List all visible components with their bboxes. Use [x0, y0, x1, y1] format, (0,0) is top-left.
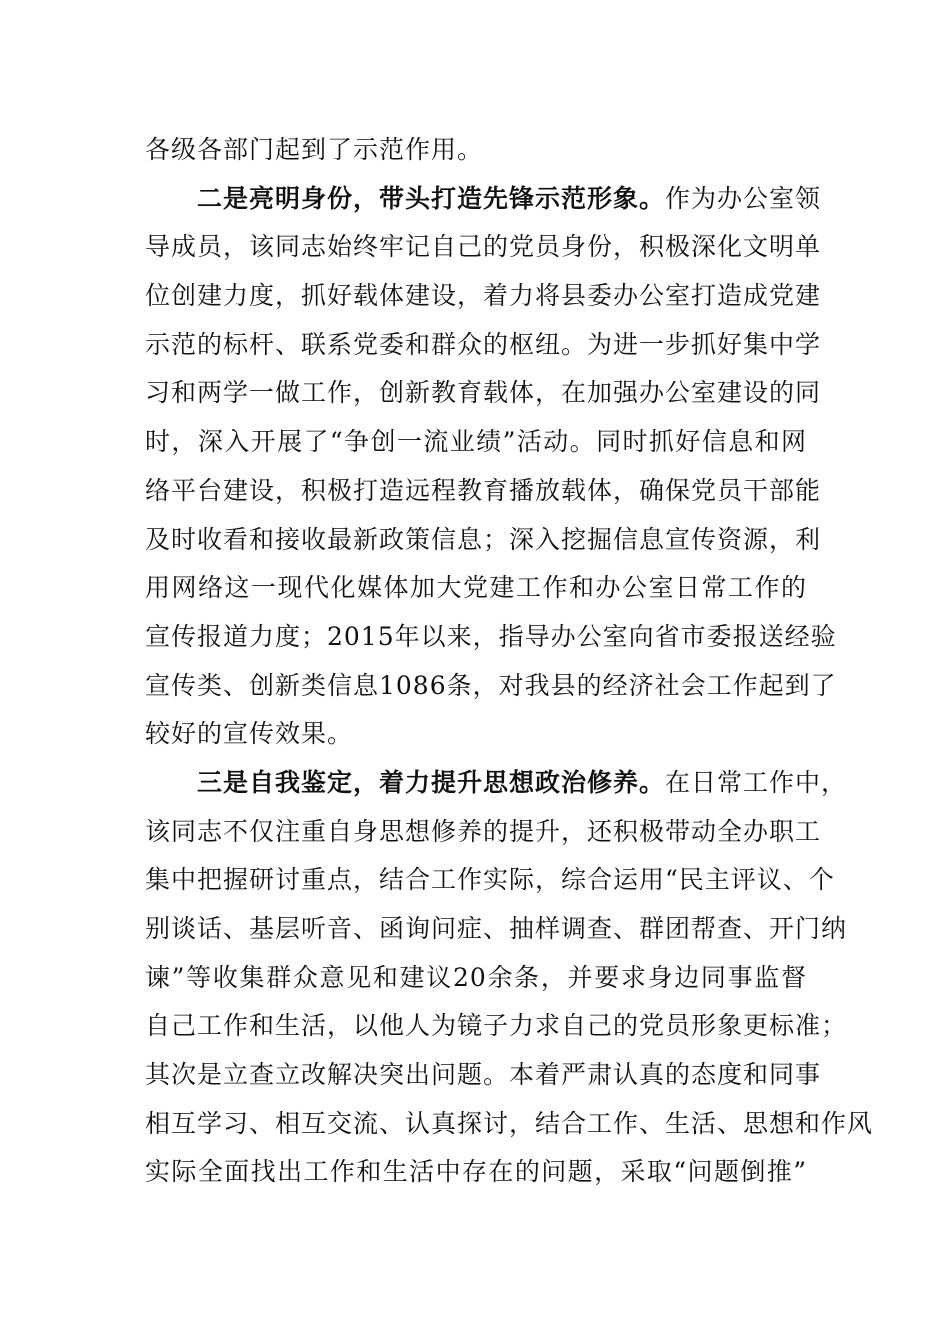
paragraph-3-line: [145, 1051, 822, 1100]
paragraph-2-line: [145, 418, 807, 467]
line-text: 宣传类、创新类信息1086条，对我县的经济社会工作起到了: [145, 670, 837, 700]
line-text: 相互学习、相互交流、认真探讨，结合工作、生活、思想和作风: [145, 1108, 874, 1138]
paragraph-heading: 三是自我鉴定，着力提升思想政治修养。: [197, 767, 666, 797]
line-text: 各级各部门起到了示范作用。: [145, 135, 484, 164]
line-text: 该同志不仅注重自身思想修养的提升，还积极带动全办职工: [145, 816, 822, 846]
paragraph-heading: 二是亮明身份，带头打造先锋示范形象。: [197, 183, 666, 213]
document-body: [145, 126, 874, 1197]
line-text: 在日常工作中，: [665, 767, 848, 797]
paragraph-3-line: [145, 1148, 807, 1197]
paragraph-3-line: [145, 1002, 848, 1051]
paragraph-2-line: [145, 175, 822, 224]
line-text: 作为办公室领: [665, 183, 822, 213]
paragraph-2-line: [145, 662, 837, 711]
line-text: 别谈话、基层听音、函询问症、抽样调查、群团帮查、开门纳: [145, 914, 848, 943]
paragraph-2-line: [145, 369, 822, 418]
line-text: 用网络这一现代化媒体加大党建工作和办公室日常工作的: [145, 573, 807, 603]
line-text: 实际全面找出工作和生活中存在的问题，采取“问题倒推”: [145, 1157, 807, 1187]
paragraph-2-line: [145, 467, 822, 516]
paragraph-2-line: [145, 710, 807, 759]
line-text: 谏”等收集群众意见和建议20余条，并要求身边同事监督: [145, 962, 807, 992]
paragraph-3-line: [145, 759, 848, 808]
paragraph-1-line: [145, 126, 807, 175]
line-text: 自己工作和生活，以他人为镜子力求自己的党员形象更标准；: [145, 1011, 848, 1041]
paragraph-2-line: [145, 564, 807, 613]
paragraph-3-line: [145, 905, 848, 954]
line-text: 较好的宣传效果。: [145, 719, 354, 749]
line-text: 其次是立查立改解决突出问题。本着严肃认真的态度和同事: [145, 1060, 822, 1090]
line-text: 宣传报道力度；2015年以来，指导办公室向省市委报送经验: [145, 621, 837, 651]
paragraph-3-line: [145, 856, 835, 905]
line-text: 络平台建设，积极打造远程教育播放载体，确保党员干部能: [145, 475, 822, 505]
line-text: 习和两学一做工作，创新教育载体，在加强办公室建设的同: [145, 378, 822, 408]
line-text: 位创建力度，抓好载体建设，着力将县委办公室打造成党建: [145, 281, 822, 311]
line-text: 导成员，该同志始终牢记自己的党员身份，积极深化文明单: [145, 232, 822, 262]
paragraph-2-line: [145, 516, 822, 565]
line-text: 时，深入开展了“争创一流业绩”活动。同时抓好信息和网: [145, 427, 807, 457]
paragraph-2-line: [145, 321, 822, 370]
paragraph-2-line: [145, 272, 822, 321]
line-text: 及时收看和接收最新政策信息；深入挖掘信息宣传资源，利: [145, 524, 822, 554]
paragraph-3-line: [145, 808, 822, 857]
paragraph-2-line: [145, 613, 837, 662]
line-text: 示范的标杆、联系党委和群众的枢纽。为进一步抓好集中学: [145, 329, 822, 359]
line-text: 集中把握研讨重点，结合工作实际，综合运用“民主评议、个: [145, 865, 835, 895]
paragraph-3-line: [145, 954, 807, 1003]
paragraph-2-line: [145, 223, 822, 272]
paragraph-3-line: [145, 1100, 874, 1149]
